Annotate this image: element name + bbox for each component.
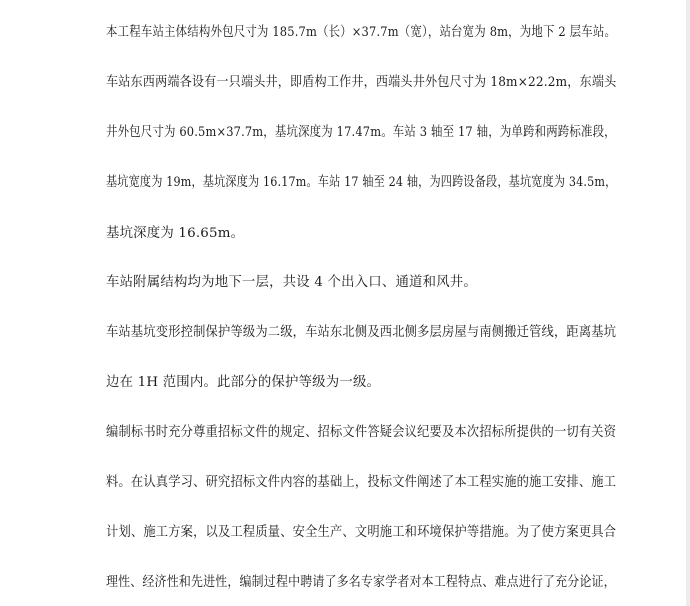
text-line: 计划、施工方案，以及工程质量、安全生产、文明施工和环境保护等措施。为了使方案更具合 (106, 525, 617, 540)
text-line: 本工程车站主体结构外包尺寸为 185.7m（长）×37.7m（宽），站台宽为 8m，为地下 2 层车站。 (106, 25, 617, 40)
text-line: 井外包尺寸为 60.5m×37.7m，基坑深度为 17.47m。车站 3 轴至 17 轴，为单跨和两跨标准段， (106, 125, 616, 140)
text-line: 理性、经济性和先进性，编制过程中聘请了多名专家学者对本工程特点、难点进行了充分论证， (106, 575, 616, 590)
text-line: 边在 1H 范围内。此部分的保护等级为一级。 (106, 375, 381, 390)
text-line: 车站基坑变形控制保护等级为二级，车站东北侧及西北侧多层房屋与南侧搬迁管线，距离基坑 (106, 325, 617, 340)
text-line: 料。在认真学习、研究招标文件内容的基础上，投标文件阐述了本工程实施的施工安排、施工 (106, 475, 617, 490)
text-line: 车站附属结构均为地下一层，共设 4 个出入口、通道和风井。 (106, 275, 477, 290)
text-line: 车站东西两端各设有一只端头井，即盾构工作井，西端头井外包尺寸为 18m×22.2m，东端头 (106, 75, 617, 90)
scrollbar-track[interactable] (686, 0, 690, 606)
text-line: 基坑宽度为 19m，基坑深度为 16.17m。车站 17 轴至 24 轴，为四跨设备段，基坑宽度为 34.5m， (106, 175, 617, 190)
text-line: 编制标书时充分尊重招标文件的规定、招标文件答疑会议纪要及本次招标所提供的一切有关资 (106, 425, 617, 440)
text-line: 基坑深度为 16.65m。 (106, 226, 245, 241)
